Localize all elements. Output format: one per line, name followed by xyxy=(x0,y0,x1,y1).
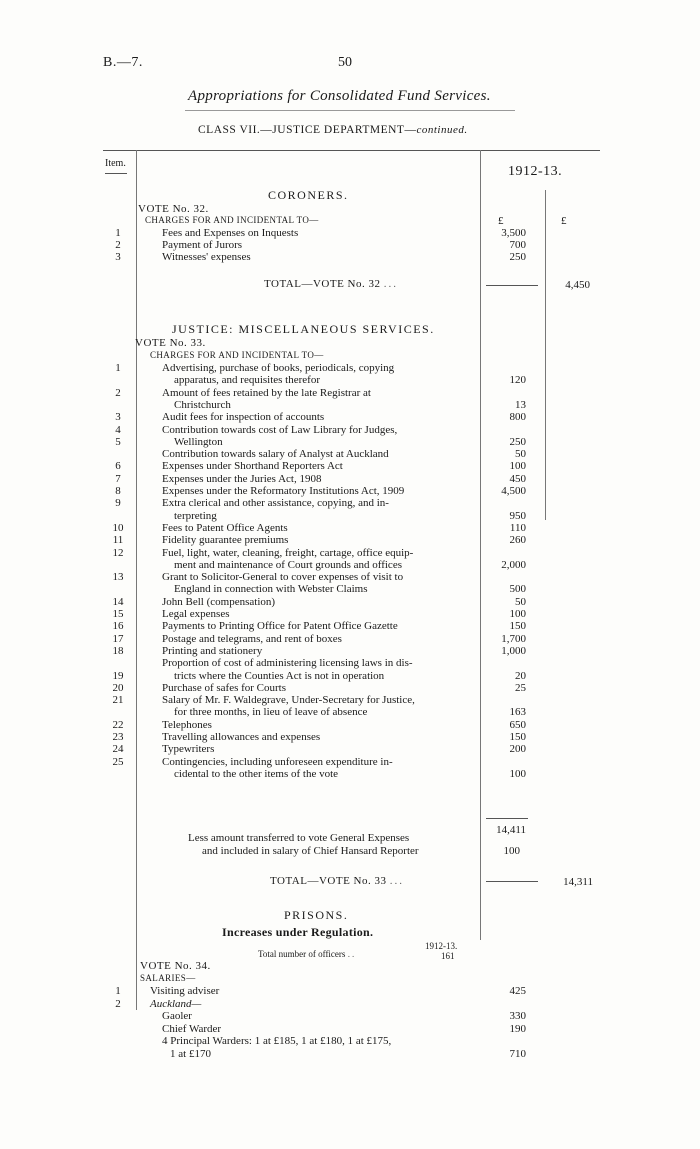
justice-item-number: 22 xyxy=(112,718,124,731)
less-transfer-line-1: Less amount transferred to vote General Expenses xyxy=(188,832,410,844)
justice-item-text: Grant to Solicitor-General to cover expenses of visit to xyxy=(162,571,404,584)
justice-item-text: Wellington xyxy=(174,435,223,448)
justice-item-amount: 260 xyxy=(509,534,526,547)
justice-item-text: Extra clerical and other assistance, copying, and in- xyxy=(162,497,389,510)
justice-item-text: Audit fees for inspection of accounts xyxy=(162,411,325,424)
prisons-item-text: 1 at £170 xyxy=(170,1047,211,1060)
justice-item-number: 3 xyxy=(115,411,121,424)
prisons-item-text: 4 Principal Warders: 1 at £185, 1 at £180, 1 at £175, xyxy=(162,1035,392,1047)
justice-heading: JUSTICE: MISCELLANEOUS SERVICES. xyxy=(172,322,435,336)
justice-item-number: 24 xyxy=(112,743,124,756)
justice-item-text: Purchase of safes for Courts xyxy=(162,681,287,694)
justice-item-number: 2 xyxy=(115,386,121,399)
justice-item-number: 21 xyxy=(112,694,124,707)
justice-item-number: 23 xyxy=(112,731,124,743)
justice-item-text: Telephones xyxy=(162,718,212,731)
officers-year: 1912-13. xyxy=(425,941,458,951)
less-transfer-line-2: and included in salary of Chief Hansard Reporter xyxy=(202,845,419,857)
justice-item-text: Advertising, purchase of books, periodicals, copying xyxy=(162,362,395,374)
coroners-heading: CORONERS. xyxy=(268,188,349,202)
item-column-header: Item. xyxy=(105,158,126,169)
justice-item-number: 1 xyxy=(115,362,121,374)
justice-item-amount: 150 xyxy=(509,731,526,743)
justice-item-text: Christchurch xyxy=(174,398,231,411)
justice-item-amount: 500 xyxy=(509,583,526,596)
justice-item-amount: 150 xyxy=(509,620,526,633)
justice-item-number: 5 xyxy=(115,435,121,448)
pound-sign-2: £ xyxy=(561,215,567,227)
justice-item-amount: 13 xyxy=(515,398,526,411)
justice-item-number: 16 xyxy=(112,620,124,633)
justice-item-amount: 450 xyxy=(509,472,526,485)
prisons-heading: PRISONS. xyxy=(284,908,349,922)
coroners-item-amount: 700 xyxy=(509,239,526,251)
justice-item-number: 8 xyxy=(115,485,121,497)
less-transfer-amount: 100 xyxy=(503,845,520,857)
prisons-item-number: 1 xyxy=(115,985,121,997)
justice-item-text: terpreting xyxy=(174,509,217,522)
vote-33-label: VOTE No. 33. xyxy=(135,337,206,349)
coroners-item-text: Payment of Jurors xyxy=(162,239,243,251)
prisons-item-number: 2 xyxy=(115,997,121,1010)
report-code: B.—7. xyxy=(103,55,143,70)
prisons-item-amount: 425 xyxy=(509,985,526,997)
justice-item-text: Printing and stationery xyxy=(162,644,263,657)
vote-33-total-label: TOTAL—VOTE No. 33 ... xyxy=(270,875,404,887)
justice-item-text: Typewriters xyxy=(162,743,215,756)
justice-item-text: Expenses under the Juries Act, 1908 xyxy=(162,472,322,485)
justice-item-amount: 250 xyxy=(509,435,526,448)
justice-item-number: 18 xyxy=(112,644,124,657)
justice-item-amount: 110 xyxy=(509,521,526,534)
justice-item-text: Postage and telegrams, and rent of boxes xyxy=(162,632,342,645)
justice-item-text: ment and maintenance of Court grounds and offices xyxy=(174,558,402,571)
prisons-item-text: Visiting adviser xyxy=(150,985,220,997)
justice-item-amount: 1,700 xyxy=(501,632,526,645)
justice-item-number: 20 xyxy=(112,681,124,694)
justice-item-number: 19 xyxy=(112,669,124,682)
justice-item-amount: 2,000 xyxy=(501,558,526,571)
vote-34-label: VOTE No. 34. xyxy=(140,960,211,972)
justice-item-amount: 950 xyxy=(509,509,526,522)
page-title: Appropriations for Consolidated Fund Services. xyxy=(188,88,491,104)
justice-item-text: Expenses under the Reformatory Institutions Act, 1909 xyxy=(162,485,405,497)
coroners-item-amount: 250 xyxy=(509,251,526,263)
vote-32-total-label: TOTAL—VOTE No. 32 ... xyxy=(264,278,398,290)
justice-item-text: Travelling allowances and expenses xyxy=(162,731,321,743)
justice-charges-heading: CHARGES FOR AND INCIDENTAL TO— xyxy=(150,350,324,360)
justice-item-amount: 50 xyxy=(515,595,526,608)
justice-item-text: Fees to Patent Office Agents xyxy=(162,521,288,534)
justice-item-amount: 25 xyxy=(515,681,526,694)
justice-item-number: 12 xyxy=(112,546,124,559)
prisons-item-amount: 190 xyxy=(509,1022,526,1035)
justice-item-amount: 20 xyxy=(515,669,526,682)
coroners-charges-heading: CHARGES FOR AND INCIDENTAL TO— xyxy=(145,215,319,225)
salaries-heading: SALARIES— xyxy=(140,973,196,983)
justice-item-text: John Bell (compensation) xyxy=(162,595,276,608)
justice-item-text: Fuel, light, water, cleaning, freight, cartage, office equip- xyxy=(162,546,414,559)
justice-item-amount: 100 xyxy=(509,608,526,620)
justice-item-number: 10 xyxy=(112,521,124,534)
justice-item-number: 13 xyxy=(112,571,124,584)
vote-33-subtotal: 14,411 xyxy=(496,824,526,836)
justice-item-amount: 163 xyxy=(509,706,526,719)
page-number: 50 xyxy=(338,55,352,70)
justice-item-amount: 4,500 xyxy=(501,485,526,497)
pound-sign-1: £ xyxy=(498,215,504,227)
justice-item-number: 15 xyxy=(112,608,124,620)
justice-item-amount: 800 xyxy=(509,411,526,424)
justice-item-amount: 100 xyxy=(509,767,526,780)
justice-item-number: 7 xyxy=(115,472,121,485)
coroners-item-text: Fees and Expenses on Inquests xyxy=(162,227,299,239)
justice-item-amount: 650 xyxy=(509,718,526,731)
justice-item-number: 9 xyxy=(115,497,121,510)
coroners-item-amount: 3,500 xyxy=(501,227,526,239)
increases-heading: Increases under Regulation. xyxy=(222,925,374,939)
justice-item-text: apparatus, and requisites therefor xyxy=(174,374,320,387)
justice-item-text: Amount of fees retained by the late Registrar at xyxy=(162,386,371,399)
justice-item-amount: 50 xyxy=(515,448,526,461)
justice-item-amount: 100 xyxy=(509,460,526,473)
justice-item-text: cidental to the other items of the vote xyxy=(174,767,339,780)
prisons-item-amount: 710 xyxy=(509,1047,526,1060)
prisons-item-text: Auckland— xyxy=(150,997,202,1010)
officers-label: Total number of officers .. xyxy=(258,949,357,959)
year-header: 1912-13. xyxy=(508,164,563,179)
prisons-item-text: Chief Warder xyxy=(162,1022,222,1035)
justice-item-number: 25 xyxy=(112,755,124,768)
coroners-item-number: 1 xyxy=(115,227,121,239)
coroners-item-text: Witnesses' expenses xyxy=(162,251,251,263)
justice-item-text: Payments to Printing Office for Patent Office Gazette xyxy=(162,620,398,633)
justice-item-number: 14 xyxy=(112,595,124,608)
vote-32-label: VOTE No. 32. xyxy=(138,203,209,215)
justice-item-text: Fidelity guarantee premiums xyxy=(162,534,289,547)
coroners-item-number: 2 xyxy=(115,239,121,251)
justice-item-number: 11 xyxy=(112,534,124,547)
justice-item-text: Proportion of cost of administering licensing laws in dis- xyxy=(162,657,413,670)
justice-item-text: for three months, in lieu of leave of absence xyxy=(174,706,368,719)
justice-item-text: Contribution towards salary of Analyst at Auckland xyxy=(162,448,389,461)
officers-count: 161 xyxy=(441,951,455,961)
justice-item-text: England in connection with Webster Claims xyxy=(174,583,368,596)
justice-item-number: 6 xyxy=(115,460,121,473)
justice-item-amount: 1,000 xyxy=(501,644,526,657)
vote-33-total: 14,311 xyxy=(563,876,593,888)
coroners-item-number: 3 xyxy=(115,251,121,263)
vote-32-total: 4,450 xyxy=(565,279,590,291)
justice-item-text: Contribution towards cost of Law Library for Judges, xyxy=(162,423,398,436)
class-heading: CLASS VII.—JUSTICE DEPARTMENT—continued. xyxy=(198,124,468,136)
justice-item-number: 4 xyxy=(115,423,121,436)
justice-item-amount: 120 xyxy=(509,374,526,387)
justice-item-text: Contingencies, including unforeseen expenditure in- xyxy=(162,755,393,768)
prisons-item-text: Gaoler xyxy=(162,1010,192,1022)
justice-item-text: Legal expenses xyxy=(162,608,230,620)
justice-item-text: Expenses under Shorthand Reporters Act xyxy=(162,460,343,473)
prisons-item-amount: 330 xyxy=(509,1010,526,1022)
justice-item-text: tricts where the Counties Act is not in operation xyxy=(174,669,385,682)
justice-item-number: 17 xyxy=(112,632,124,645)
justice-item-amount: 200 xyxy=(509,743,526,756)
justice-item-text: Salary of Mr. F. Waldegrave, Under-Secretary for Justice, xyxy=(162,694,415,707)
